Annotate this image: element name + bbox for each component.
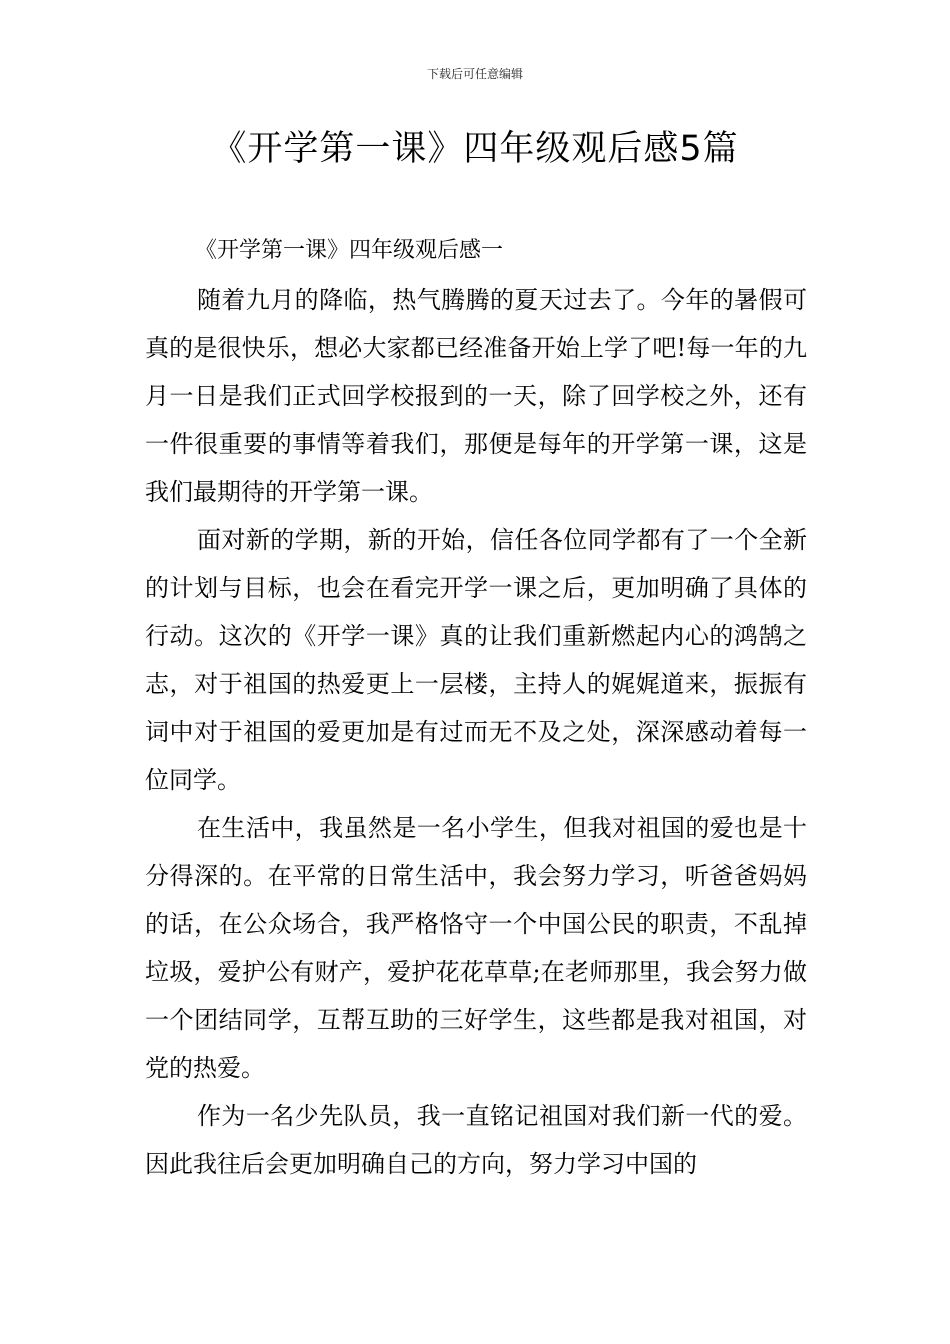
document-body [145,226,807,1188]
document-title: 《开学第一课》四年级观后感5篇 [211,129,739,169]
header-note: 下载后可任意编辑 [426,67,523,81]
section-title: 《开学第一课》四年级观后感一 [195,238,504,263]
paragraph-4: 作为一名少先队员，我一直铭记祖国对我们新一代的爱。因此我往后会更加明确自己的方向，努力学习中国的 [145,1102,807,1178]
paragraph-3: 在生活中，我虽然是一名小学生，但我对祖国的爱也是十分得深的。在平常的日常生活中，我会努力学习，听爸爸妈妈的话，在公众场合，我严格恪守一个中国公民的职责，不乱掉垃圾，爱护公有财产，爱护花花草草;在老师那里，我会努力做一个团结同学，互帮互助的三好学生，这些都是我对祖国，对党的热爱。 [145,814,807,1082]
paragraph-2: 面对新的学期，新的开始，信任各位同学都有了一个全新的计划与目标，也会在看完开学一课之后，更加明确了具体的行动。这次的《开学一课》真的让我们重新燃起内心的鸿鹄之志，对于祖国的热爱更上一层楼，主持人的娓娓道来，振振有词中对于祖国的爱更加是有过而无不及之处，深深感动着每一位同学。 [145,526,807,794]
paragraph-1: 随着九月的降临，热气腾腾的夏天过去了。今年的暑假可真的是很快乐，想必大家都已经准备开始上学了吧!每一年的九月一日是我们正式回学校报到的一天，除了回学校之外，还有一件很重要的事情等着我们，那便是每年的开学第一课，这是我们最期待的开学第一课。 [145,286,807,506]
